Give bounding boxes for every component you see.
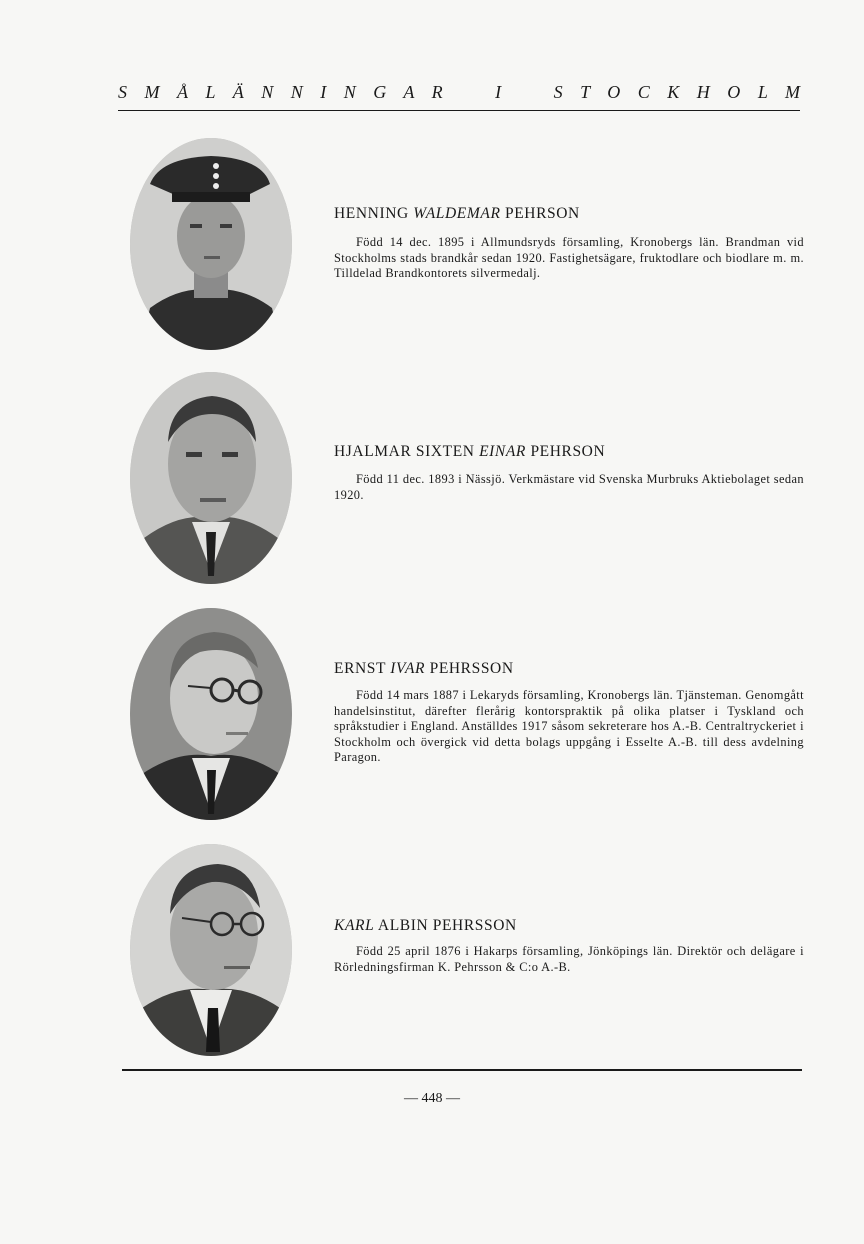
biography-text: Född 25 april 1876 i Hakarps församling, Jönköpings län. Direktör och delägare i Rörledningsfirman K. Pehrsson & C:o A.-B. bbox=[334, 944, 804, 974]
header-rule bbox=[118, 110, 800, 111]
elder-man-glasses-photo bbox=[130, 844, 292, 1056]
biography-text: Född 14 mars 1887 i Lekaryds församling, Kronobergs län. Tjänsteman. Genomgått handelsinstitut, därefter flerårig kontorspraktik på olika platser i Tyskland och språkstudier i England. Anställdes 1917 såsom sekreterare hos A.-B. Centraltryckeriet i Stockholm och övergick vid detta bolags uppgång i Esselte A.-B. till dess avdelning Paragon. bbox=[334, 688, 804, 765]
name-part: PEHRSON bbox=[525, 443, 606, 460]
name-italic-part: EINAR bbox=[479, 443, 526, 460]
man-glasses-photo bbox=[130, 608, 292, 820]
person-name bbox=[334, 443, 605, 461]
name-part: HENNING bbox=[334, 205, 414, 222]
biography-text: Född 11 dec. 1893 i Nässjö. Verkmästare vid Svenska Murbruks Aktiebolaget sedan 1920. bbox=[334, 472, 804, 502]
person-name bbox=[334, 660, 514, 678]
name-italic-part: IVAR bbox=[390, 660, 426, 677]
portrait-photo bbox=[130, 844, 292, 1056]
name-part: ERNST bbox=[334, 660, 391, 677]
portrait-photo bbox=[130, 372, 292, 584]
person-name bbox=[334, 205, 580, 223]
uniformed-man-photo bbox=[130, 138, 292, 350]
name-part: PEHRSON bbox=[500, 205, 580, 222]
name-italic-part: KARL bbox=[334, 917, 375, 934]
name-part: PEHRSSON bbox=[425, 660, 514, 677]
name-part: HJALMAR SIXTEN bbox=[334, 443, 480, 460]
name-italic-part: WALDEMAR bbox=[413, 205, 501, 222]
portrait-photo bbox=[130, 608, 292, 820]
person-name bbox=[334, 917, 517, 935]
running-title: S M Å L Ä N N I N G A R I S T O C K H O L M bbox=[118, 82, 800, 102]
footer-rule bbox=[122, 1069, 802, 1071]
name-part: ALBIN PEHRSSON bbox=[374, 917, 517, 934]
portrait-photo bbox=[130, 138, 292, 350]
biography-text: Född 14 dec. 1895 i Allmundsryds församling, Kronobergs län. Brandman vid Stockholms stads brandkår sedan 1920. Fastighetsägare, fruktodlare och biodlare m. m. Tilldelad Brandkontorets silvermedalj. bbox=[334, 235, 804, 281]
page-number: — 448 — bbox=[404, 1091, 460, 1106]
man-suit-photo bbox=[130, 372, 292, 584]
